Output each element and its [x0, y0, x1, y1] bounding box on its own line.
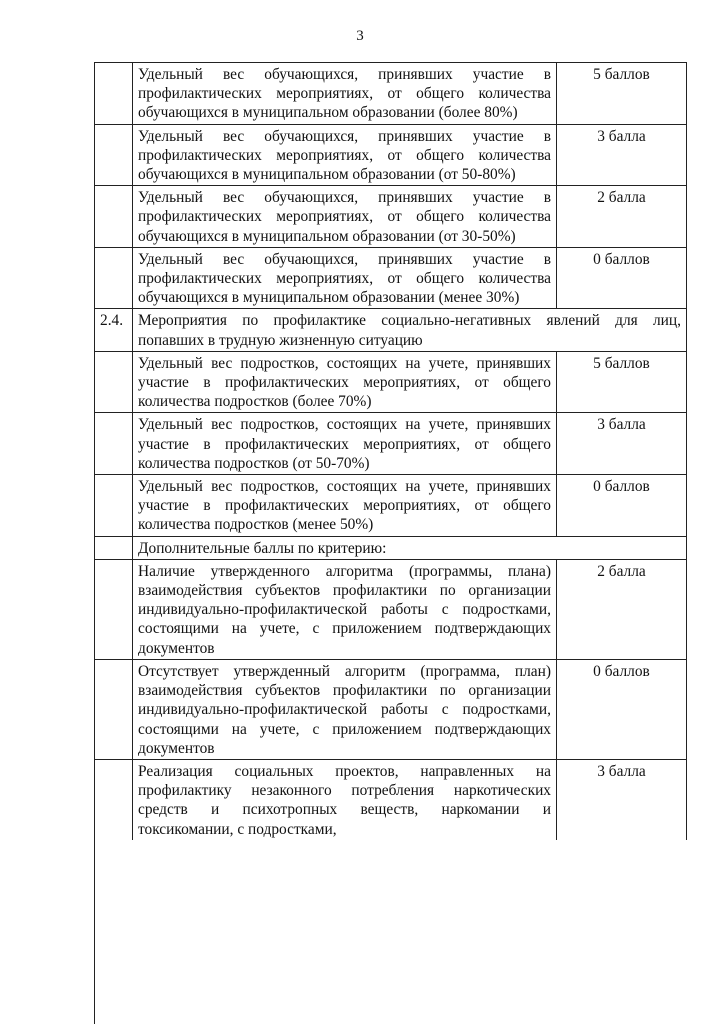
number-cell [95, 124, 133, 186]
score-value: 0 баллов [557, 475, 687, 537]
table-row [95, 659, 687, 759]
score-value: 0 баллов [557, 247, 687, 309]
score-value: 2 балла [557, 559, 687, 659]
score-value: 2 балла [557, 186, 687, 248]
number-cell [95, 536, 133, 559]
table-row [95, 186, 687, 248]
additional-points-header: Дополнительные баллы по критерию: [133, 536, 687, 559]
score-value: 3 балла [557, 413, 687, 475]
criterion-text: Удельный вес обучающихся, принявших участие в профилактических мероприятиях, от общего количества обучающихся в муниципальном образовании (менее 30%) [133, 247, 557, 309]
number-cell [95, 659, 133, 759]
number-cell [95, 413, 133, 475]
table-row [95, 475, 687, 537]
table-row [95, 351, 687, 413]
criterion-text: Удельный вес обучающихся, принявших участие в профилактических мероприятиях, от общего количества обучающихся в муниципальном образовании (от 30-50%) [133, 186, 557, 248]
number-cell [95, 186, 133, 248]
table-row [95, 124, 687, 186]
number-cell [95, 559, 133, 659]
number-cell [95, 759, 133, 839]
table-row [95, 536, 687, 559]
criterion-text: Удельный вес обучающихся, принявших участие в профилактических мероприятиях, от общего количества обучающихся в муниципальном образовании (более 80%) [133, 63, 557, 125]
table-row [95, 413, 687, 475]
table-row [95, 247, 687, 309]
criterion-text: Удельный вес обучающихся, принявших участие в профилактических мероприятиях, от общего количества обучающихся в муниципальном образовании (от 50-80%) [133, 124, 557, 186]
page-number: 3 [356, 28, 364, 44]
table-row [95, 559, 687, 659]
score-value: 3 балла [557, 759, 687, 839]
criterion-text: Удельный вес подростков, состоящих на учете, принявших участие в профилактических мероприятиях, от общего количества подростков (более 70%) [133, 351, 557, 413]
number-cell [95, 351, 133, 413]
table-left-border [94, 62, 95, 1024]
criterion-text: Удельный вес подростков, состоящих на учете, принявших участие в профилактических мероприятиях, от общего количества подростков (менее 50%) [133, 475, 557, 537]
criteria-table [94, 62, 687, 840]
criterion-text: Отсутствует утвержденный алгоритм (программа, план) взаимодействия субъектов профилактики по организации индивидуально-профилактической работы с подростками, состоящими на учете, с приложением подтверждающих документов [133, 659, 557, 759]
score-value: 5 баллов [557, 351, 687, 413]
section-number: 2.4. [95, 309, 133, 351]
section-row [95, 309, 687, 351]
criterion-text: Наличие утвержденного алгоритма (программы, плана) взаимодействия субъектов профилактики по организации индивидуально-профилактической работы с подростками, состоящими на учете, с приложением подтверждающих документов [133, 559, 557, 659]
section-title: Мероприятия по профилактике социально-негативных явлений для лиц, попавших в трудную жизненную ситуацию [133, 309, 687, 351]
table-row [95, 759, 687, 839]
criterion-text: Реализация социальных проектов, направленных на профилактику незаконного потребления наркотических средств и психотропных веществ, наркомании и токсикомании, с подростками, [133, 759, 557, 839]
table-row [95, 63, 687, 125]
score-value: 5 баллов [557, 63, 687, 125]
number-cell [95, 63, 133, 125]
criterion-text: Удельный вес подростков, состоящих на учете, принявших участие в профилактических мероприятиях, от общего количества подростков (от 50-70%) [133, 413, 557, 475]
number-cell [95, 247, 133, 309]
number-cell [95, 475, 133, 537]
score-value: 3 балла [557, 124, 687, 186]
score-value: 0 баллов [557, 659, 687, 759]
